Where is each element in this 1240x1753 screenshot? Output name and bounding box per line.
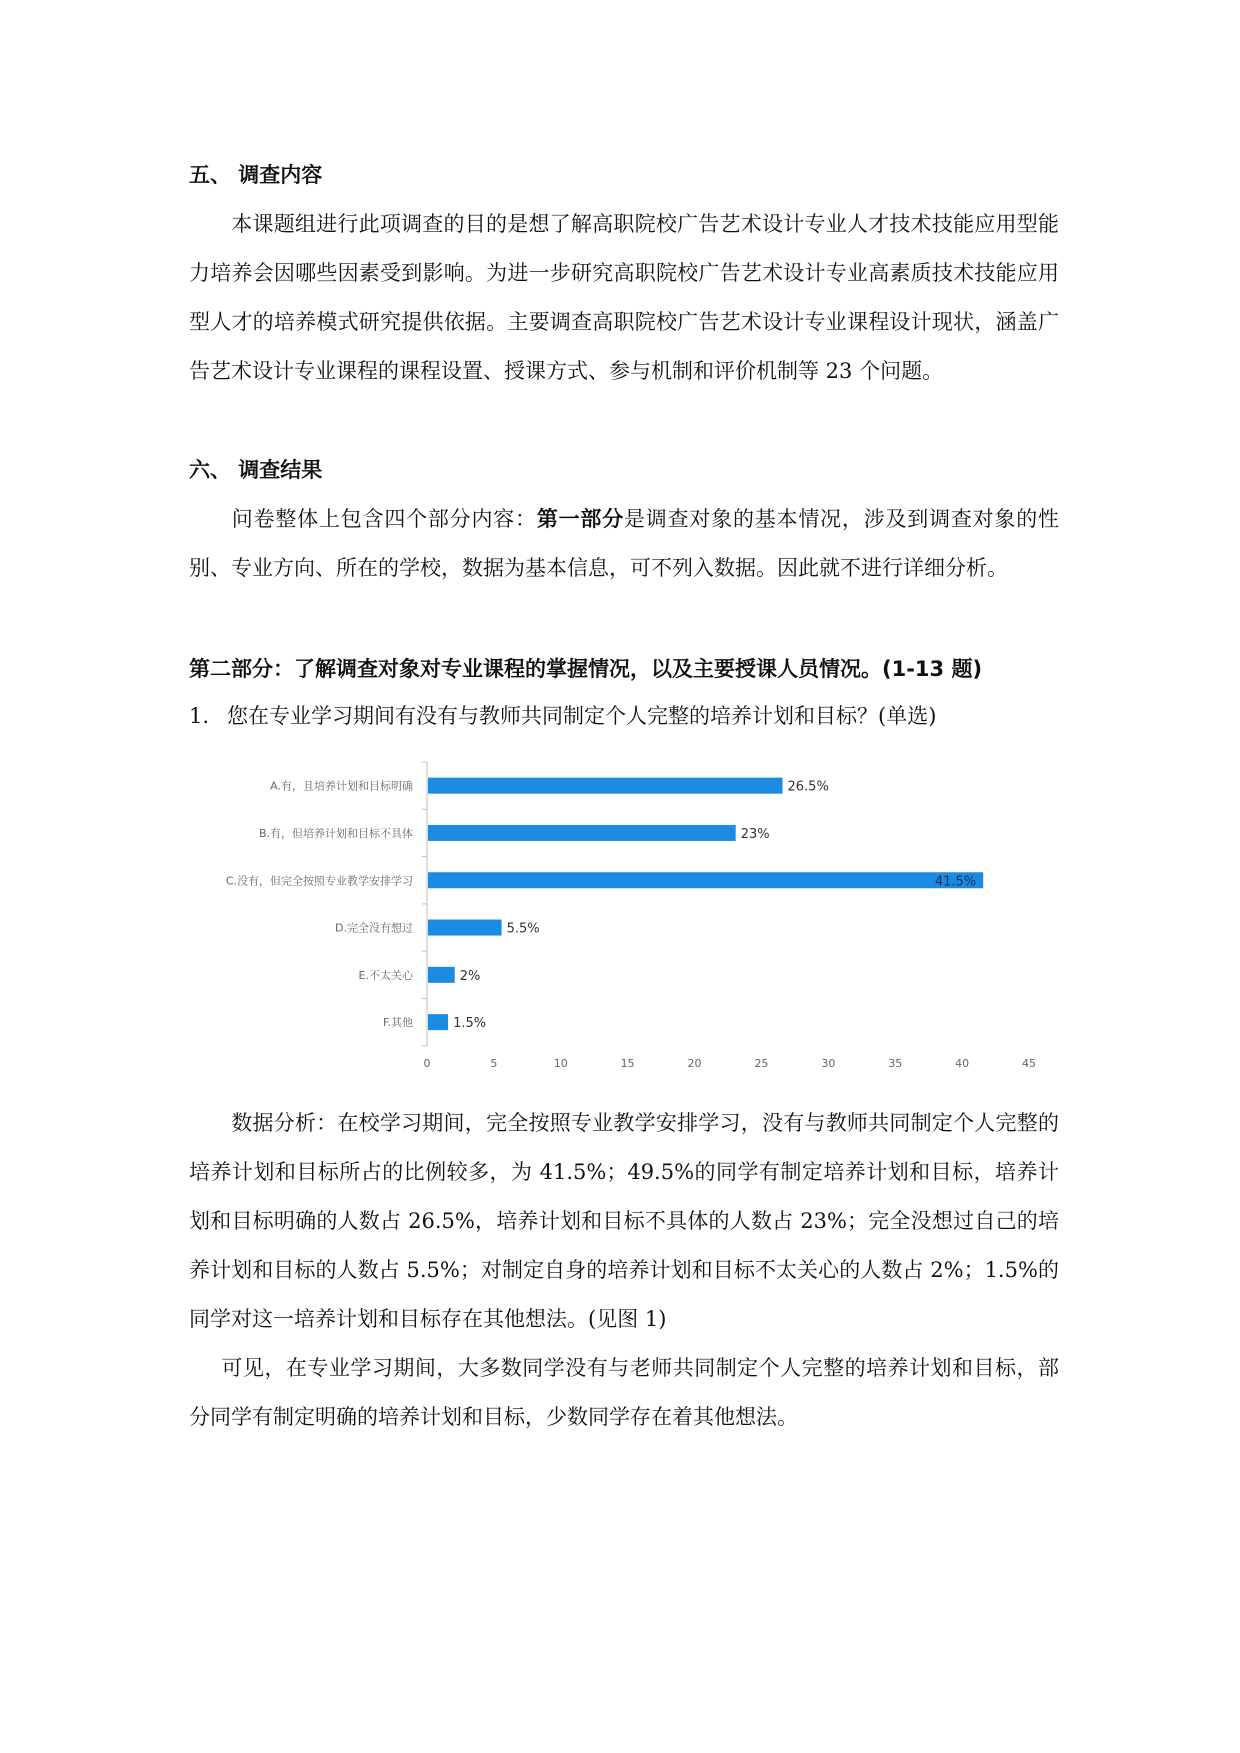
x-tick-label: 30	[821, 1056, 836, 1067]
analysis-paragraph-1	[189, 1099, 1059, 1344]
value-label: 2%	[459, 968, 481, 984]
x-tick-label: 10	[553, 1056, 568, 1067]
category-label: B.有，但培养计划和目标不具体	[258, 826, 413, 840]
x-tick-label: 15	[620, 1056, 635, 1067]
category-label: A.有，且培养计划和目标明确	[270, 779, 413, 793]
question1-bar-chart	[189, 752, 1059, 1067]
question1-text: 您在专业学习期间有没有与教师共同制定个人完整的培养计划和目标？(单选)	[227, 704, 937, 728]
category-label: C.没有，但完全按照专业教学安排学习	[225, 874, 413, 888]
analysis-paragraph-2	[189, 1344, 1059, 1442]
value-label: 26.5%	[787, 779, 829, 795]
analysis-text-2: 可见，在专业学习期间，大多数同学没有与老师共同制定个人完整的培养计划和目标，部分同学有制定明确的培养计划和目标，少数同学存在着其他想法。	[189, 1356, 1059, 1429]
question1-number: 1.	[189, 704, 210, 728]
section6-prefix: 问卷整体上包含四个部分内容：	[231, 507, 537, 531]
x-tick-label: 35	[888, 1056, 903, 1067]
section6-heading: 六、 调查结果	[189, 458, 323, 482]
bar	[428, 778, 783, 794]
section5-paragraph	[189, 200, 1059, 396]
x-tick-label: 20	[687, 1056, 702, 1067]
question1	[189, 701, 936, 731]
part2-heading: 第二部分：了解调查对象对专业课程的掌握情况，以及主要授课人员情况。(1-13 题)	[189, 657, 983, 681]
section5-heading: 五、 调查内容	[189, 163, 323, 187]
analysis-text-1: 数据分析：在校学习期间，完全按照专业教学安排学习，没有与教师共同制定个人完整的培养计划和目标所占的比例较多，为 41.5%；49.5%的同学有制定培养计划和目标，培养计划和目标明确的人数占 26.5%，培养计划和目标不具体的人数占 23%；完全没想过自己的培养计划和目标的人数占 5.5%；对制定自身的培养计划和目标不太关心的人数占 2%；1.5%的同学对这一培养计划和目标存在其他想法。(见图 1)	[189, 1111, 1059, 1331]
bar	[428, 872, 983, 888]
bar	[428, 967, 455, 983]
x-tick-label: 40	[955, 1056, 970, 1067]
value-label: 1.5%	[453, 1016, 487, 1032]
x-tick-label: 25	[754, 1056, 769, 1067]
value-label: 41.5%	[934, 874, 977, 890]
value-label: 5.5%	[506, 921, 540, 937]
section6-rest: 是调查对象的基本情况，涉及到调查对象的性别、专业方向、所在的学校，数据为基本信息，可不列入数据。因此就不进行详细分析。	[189, 507, 1060, 580]
x-tick-label: 5	[490, 1056, 498, 1067]
section5-text: 本课题组进行此项调查的目的是想了解高职院校广告艺术设计专业人才技术技能应用型能力培养会因哪些因素受到影响。为进一步研究高职院校广告艺术设计专业高素质技术技能应用型人才的培养模式研究提供依据。主要调查高职院校广告艺术设计专业课程设计现状，涵盖广告艺术设计专业课程的课程设置、授课方式、参与机制和评价机制等 23 个问题。	[189, 212, 1059, 383]
section6-paragraph	[189, 495, 1059, 593]
category-label: E.不太关心	[358, 968, 413, 982]
category-label: D.完全没有想过	[335, 921, 413, 935]
section6-bold-text: 第一部分	[536, 507, 625, 531]
category-label: F.其他	[382, 1016, 413, 1030]
bar	[428, 920, 502, 936]
bar	[428, 1014, 448, 1030]
x-tick-label: 0	[423, 1056, 431, 1067]
bar	[428, 825, 736, 841]
value-label: 23%	[740, 826, 770, 842]
x-tick-label: 45	[1022, 1056, 1036, 1067]
